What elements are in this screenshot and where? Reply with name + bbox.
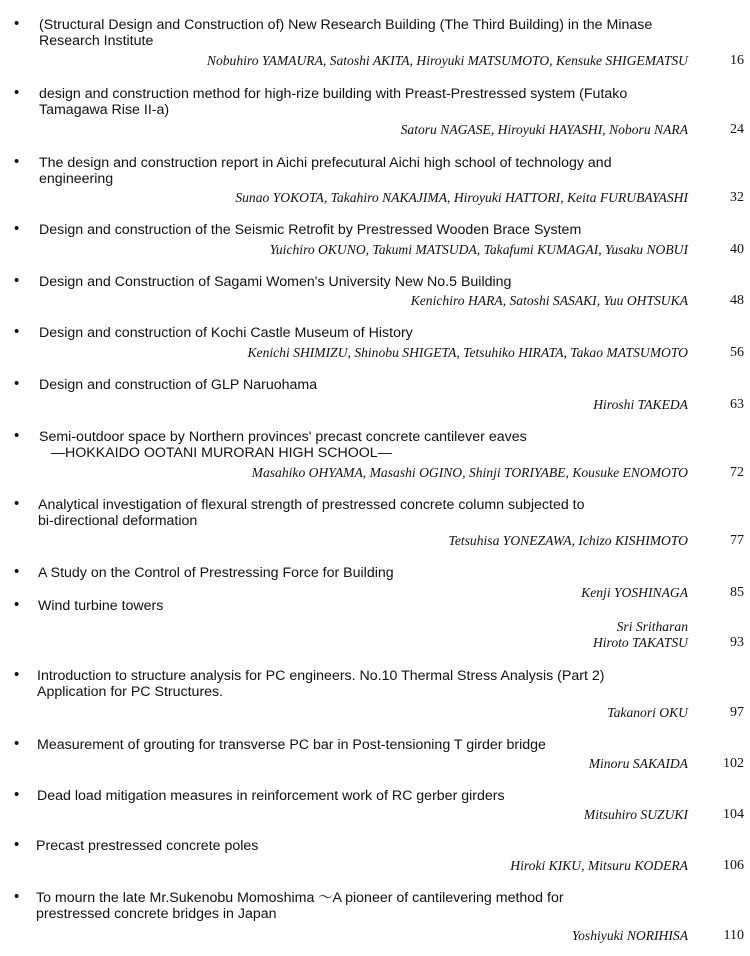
page-number: 104 (723, 807, 744, 822)
page-number: 93 (730, 635, 744, 650)
page-number: 77 (730, 533, 744, 548)
entry-title: Design and construction of the Seismic Retrofit by Prestressed Wooden Brace System (39, 222, 582, 238)
entry-authors: Kenichiro HARA, Satoshi SASAKI, Yuu OHTSUKA (410, 293, 688, 308)
entry-title: —HOKKAIDO OOTANI MURORAN HIGH SCHOOL— (39, 445, 392, 461)
entry-authors: Hiroki KIKU, Mitsuru KODERA (510, 858, 688, 873)
page-number: 24 (730, 122, 744, 137)
page-number: 48 (730, 293, 744, 308)
bullet-icon: • (14, 323, 20, 340)
bullet-icon: • (14, 153, 20, 170)
bullet-icon: • (14, 272, 20, 289)
page-number: 63 (730, 397, 744, 412)
entry-title: A Study on the Control of Prestressing Force for Building (38, 565, 394, 581)
entry-title: Dead load mitigation measures in reinforcement work of RC gerber girders (37, 788, 505, 804)
bullet-icon: • (14, 596, 20, 613)
bullet-icon: • (14, 666, 20, 683)
entry-title: To mourn the late Mr.Sukenobu Momoshima ～A pioneer of cantilevering method for (36, 890, 564, 906)
entry-authors: Tetsuhisa YONEZAWA, Ichizo KISHIMOTO (448, 533, 688, 548)
entry-authors: Mitsuhiro SUZUKI (583, 807, 688, 822)
entry-authors: Sri Sritharan (616, 619, 688, 634)
entry-authors: Satoru NAGASE, Hiroyuki HAYASHI, Noboru NARA (400, 122, 688, 137)
bullet-icon: • (14, 84, 20, 101)
entry-title: (Structural Design and Construction of) New Research Building (The Third Building) in the Minase (39, 17, 653, 33)
entry-title: design and construction method for high-rize building with Preast-Prestressed system (Futako (39, 86, 628, 102)
entry-authors: Masahiko OHYAMA, Masashi OGINO, Shinji TORIYABE, Kousuke ENOMOTO (251, 465, 688, 480)
entry-title: Application for PC Structures. (37, 684, 224, 700)
entry-authors: Minoru SAKAIDA (588, 756, 688, 771)
entry-title: prestressed concrete bridges in Japan (36, 906, 277, 922)
entry-authors: Nobuhiro YAMAURA, Satoshi AKITA, Hiroyuki MATSUMOTO, Kensuke SHIGEMATSU (206, 53, 688, 68)
bullet-icon: • (14, 836, 20, 853)
bullet-icon: • (14, 888, 20, 905)
entry-authors: Yoshiyuki NORIHISA (571, 928, 688, 943)
entry-title: bi-directional deformation (38, 513, 198, 529)
entry-title: Precast prestressed concrete poles (36, 838, 259, 854)
page-number: 32 (730, 190, 744, 205)
entry-title: engineering (39, 171, 114, 187)
entry-title: Tamagawa Rise II-a) (39, 102, 170, 118)
bullet-icon: • (14, 786, 20, 803)
bullet-icon: • (14, 495, 20, 512)
entry-title: Design and Construction of Sagami Women's University New No.5 Building (39, 274, 512, 290)
page-number: 102 (723, 756, 744, 771)
bullet-icon: • (14, 563, 20, 580)
entry-title: Measurement of grouting for transverse PC bar in Post-tensioning T girder bridge (37, 737, 546, 753)
entry-authors: Hiroshi TAKEDA (593, 397, 688, 412)
page-number: 97 (730, 705, 744, 720)
page-number: 85 (730, 585, 744, 600)
entry-title: Design and construction of Kochi Castle Museum of History (39, 325, 413, 341)
page-number: 72 (730, 465, 744, 480)
page-number: 16 (730, 53, 744, 68)
bullet-icon: • (14, 427, 20, 444)
entry-title: Analytical investigation of flexural strength of prestressed concrete column subjected to (38, 497, 585, 513)
entry-authors: Hiroto TAKATSU (592, 635, 688, 650)
entry-title: Design and construction of GLP Naruohama (39, 377, 318, 393)
entry-title: Introduction to structure analysis for PC engineers. No.10 Thermal Stress Analysis (Part 2) (37, 668, 605, 684)
entry-authors: Yuichiro OKUNO, Takumi MATSUDA, Takafumi KUMAGAI, Yusaku NOBUI (269, 242, 688, 257)
page-number: 56 (730, 345, 744, 360)
bullet-icon: • (14, 735, 20, 752)
page-number: 110 (723, 928, 744, 943)
page-number: 40 (730, 242, 744, 257)
entry-authors: Sunao YOKOTA, Takahiro NAKAJIMA, Hiroyuki HATTORI, Keita FURUBAYASHI (235, 190, 688, 205)
entry-title: Wind turbine towers (38, 598, 164, 614)
entry-title: Semi-outdoor space by Northern provinces' precast concrete cantilever eaves (39, 429, 527, 445)
bullet-icon: • (14, 220, 20, 237)
page-number: 106 (723, 858, 744, 873)
bullet-icon: • (14, 375, 20, 392)
entry-authors: Kenji YOSHINAGA (581, 585, 688, 600)
entry-authors: Takanori OKU (607, 705, 688, 720)
entry-title: Research Institute (39, 33, 154, 49)
entry-title: The design and construction report in Aichi prefecutural Aichi high school of technology and (39, 155, 612, 171)
entry-authors: Kenichi SHIMIZU, Shinobu SHIGETA, Tetsuhiko HIRATA, Takao MATSUMOTO (247, 345, 688, 360)
bullet-icon: • (14, 15, 20, 32)
